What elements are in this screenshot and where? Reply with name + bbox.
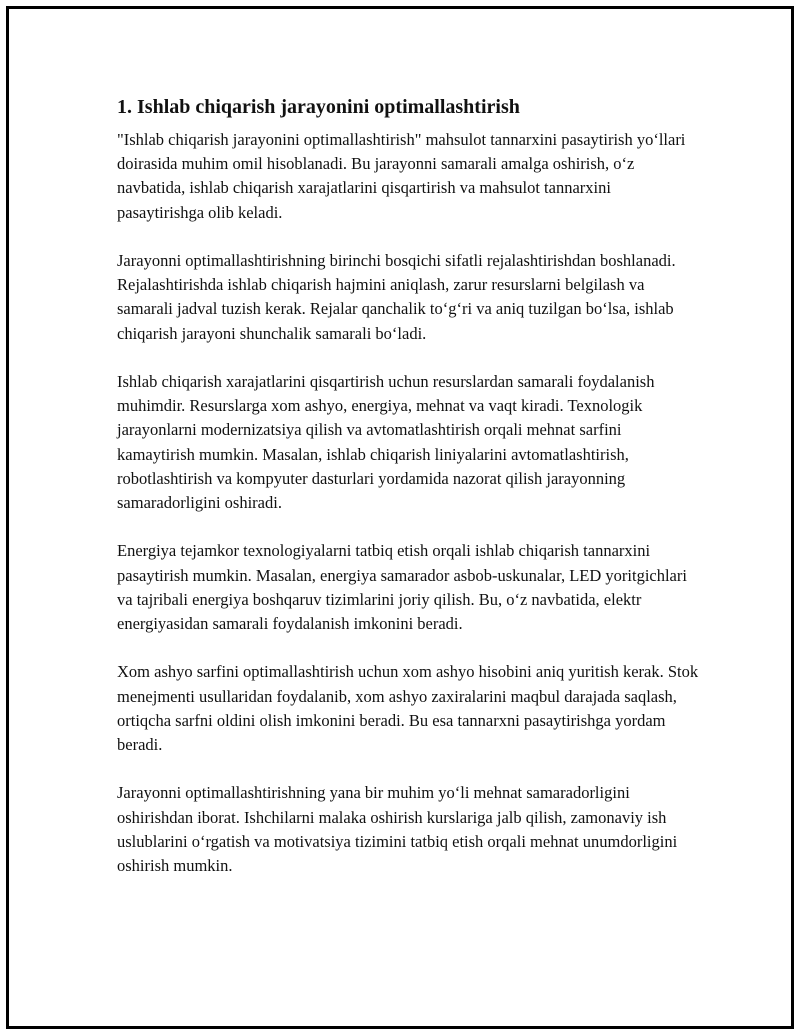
paragraph-planning: Jarayonni optimallashtirishning birinchi bosqichi sifatli rejalashtirishdan boshlanadi. Rejalashtirishda ishlab chiqarish hajmini aniqlash, zarur resurslarni belgilash va samarali jadval tuzish kerak. Rejalar qanchalik to‘g‘ri va aniq tuzilgan bo‘lsa, ishlab chiqarish jarayoni shunchalik samarali bo‘ladi. xyxy=(117,251,676,343)
paragraph-raw-materials: Xom ashyo sarfini optimallashtirish uchun xom ashyo hisobini aniq yuritish kerak. Stok menejmenti usullaridan foydalanib, xom ashyo zaxiralarini maqbul darajada saqlash, ortiqcha sarfni oldini olish imkonini beradi. Bu esa tannarxni pasaytirishga yordam beradi. xyxy=(117,662,699,755)
section-heading: 1. Ishlab chiqarish jarayonini optimallashtirish xyxy=(117,96,520,118)
paragraph-labor: Jarayonni optimallashtirishning yana bir muhim yo‘li mehnat samaradorligini oshirishdan iborat. Ishchilarni malaka oshirish kurslariga jalb qilish, zamonaviy ish uslublarini o‘rgatish va motivatsiya tizimini tatbiq etish orqali mehnat unumdorligini oshirish mumkin. xyxy=(117,783,678,876)
paragraph-intro: "Ishlab chiqarish jarayonini optimallashtirish" mahsulot tannarxini pasaytirish yo‘llari doirasida muhim omil hisoblanadi. Bu jarayonni samarali amalga oshirish, o‘z navbatida, ishlab chiqarish xarajatlarini qisqartirish va mahsulot tannarxini pasaytirishga olib keladi. xyxy=(117,130,686,222)
paragraph-resources: Ishlab chiqarish xarajatlarini qisqartirish uchun resurslardan samarali foydalanish muhimdir. Resurslarga xom ashyo, energiya, mehnat va vaqt kiradi. Texnologik jarayonlarni modernizatsiya qilish va avtomatlashtirish orqali mehnat sarfini kamaytirish mumkin. Masalan, ishlab chiqarish liniyalarini avtomatlashtirish, robotlashtirish va kompyuter dasturlari yordamida nazorat qilish jarayonning samaradorligini oshiradi. xyxy=(117,372,655,513)
document-body xyxy=(117,94,702,902)
paragraph-energy: Energiya tejamkor texnologiyalarni tatbiq etish orqali ishlab chiqarish tannarxini pasaytirish mumkin. Masalan, energiya samarador asbob-uskunalar, LED yoritgichlari va tajribali energiya boshqaruv tizimlarini joriy qilish. Bu, o‘z navbatida, elektr energiyasidan samarali foydalanish imkonini beradi. xyxy=(117,541,687,634)
